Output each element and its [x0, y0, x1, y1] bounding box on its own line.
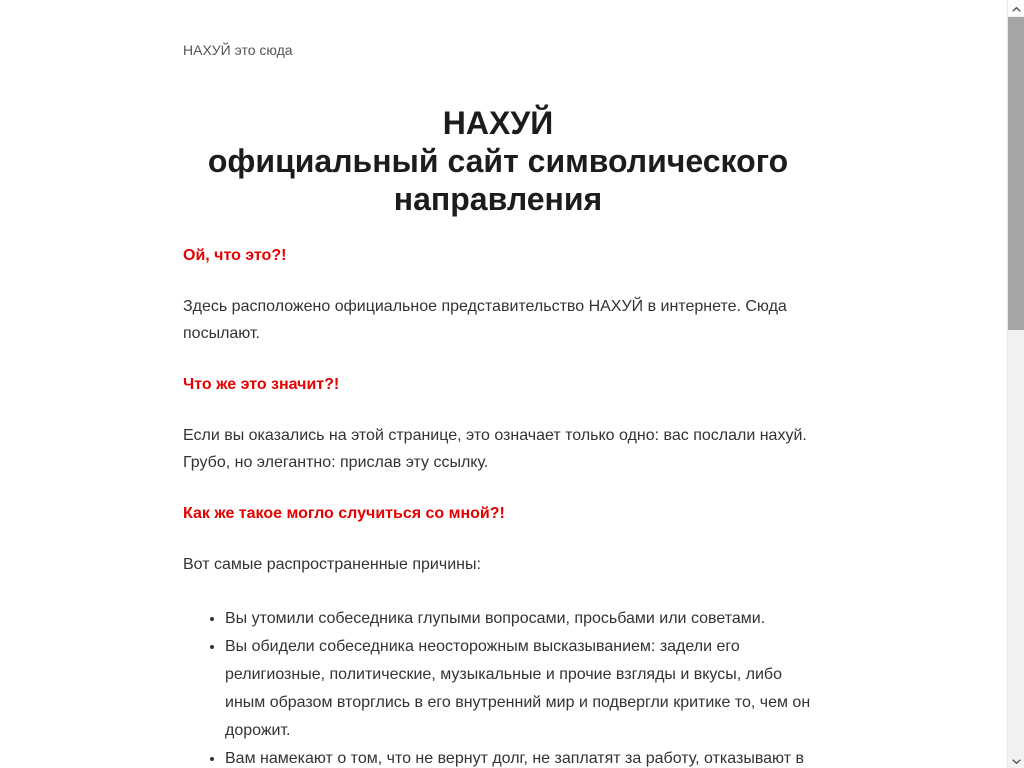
- chevron-down-icon: [1012, 751, 1021, 768]
- list-item-reason-1: • Вы утомили собеседника глупыми вопросами, просьбами или советами.: [225, 605, 813, 633]
- paragraph-common-reasons-intro: Вот самые распространенные причины:: [183, 556, 481, 573]
- section-heading-what-does-it-mean: Что же это значит?!: [183, 376, 340, 393]
- vertical-scrollbar[interactable]: [1007, 0, 1024, 768]
- scroll-up-button[interactable]: [1008, 0, 1024, 16]
- scroll-down-button[interactable]: [1008, 752, 1024, 768]
- page-content: [183, 0, 813, 768]
- site-breadcrumb-label: НАХУЙ это сюда: [183, 42, 293, 58]
- page-title-line1: НАХУЙ: [442, 105, 554, 141]
- section-heading-what-is-this: Ой, что это?!: [183, 247, 287, 264]
- section-heading-how-did-it-happen: Как же такое могло случиться со мной?!: [183, 505, 505, 522]
- list-item-reason-3: • Вам намекают о том, что не вернут долг, не заплатят за работу, отказывают в: [225, 745, 813, 768]
- page-title: [183, 104, 813, 218]
- chevron-up-icon: [1012, 0, 1021, 17]
- scrollbar-thumb[interactable]: [1008, 17, 1024, 330]
- paragraph-what-is-this: Здесь расположено официальное представительство НАХУЙ в интернете. Сюда посылают.: [183, 298, 787, 342]
- list-item-reason-2: • Вы обидели собеседника неосторожным высказыванием: задели его религиозные, политические, музыкальные и прочие взгляды и вкусы, либо иным образом вторглись в его внутренний мир и подвергли критике то, чем он дорожит.: [225, 633, 813, 745]
- paragraph-what-does-it-mean: Если вы оказались на этой странице, это означает только одно: вас послали нахуй. Грубо, но элегантно: прислав эту ссылку.: [183, 427, 807, 471]
- reasons-list: [183, 605, 813, 768]
- page-title-line2: официальный сайт символического направления: [207, 143, 789, 217]
